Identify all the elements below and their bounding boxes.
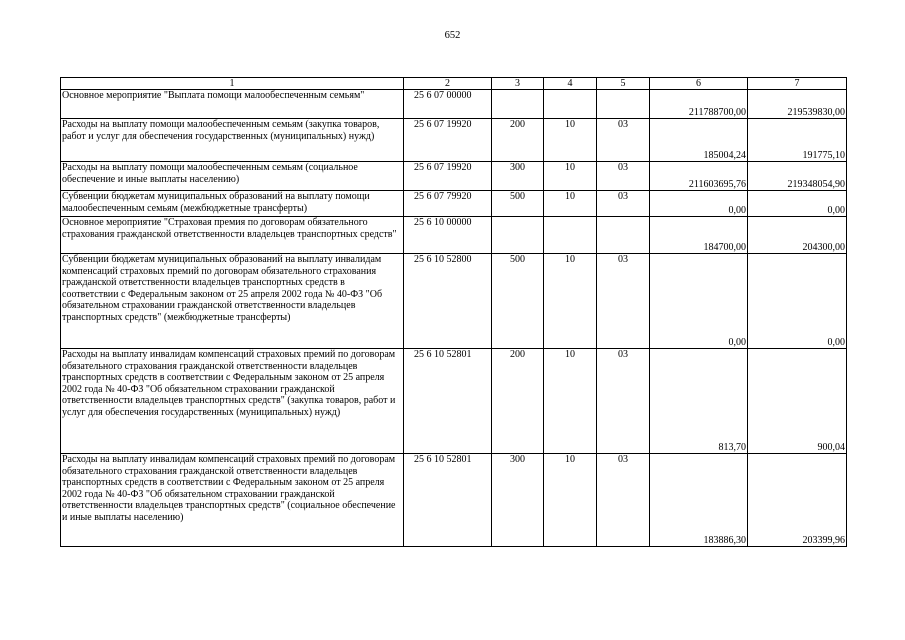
subsection-cell: 03 (597, 349, 650, 454)
section-cell: 10 (544, 454, 597, 547)
column-header: 6 (650, 78, 748, 90)
amount-year1-cell: 184700,00 (650, 217, 748, 254)
amount-year2-cell: 219539830,00 (748, 90, 847, 119)
amount-year1-cell: 211603695,76 (650, 162, 748, 191)
target-code-cell: 25 6 07 19920 (404, 162, 492, 191)
expense-type-cell: 300 (492, 162, 544, 191)
column-header: 3 (492, 78, 544, 90)
expense-name-cell: Расходы на выплату инвалидам компенсаций страховых премий по договорам обязательного страхования гражданской ответственности владельцев транспортных средств в соответствии с Федеральным законом от 25 апреля 2002 года № 40-ФЗ "Об обязательном страховании гражданской ответственности владельцев транспортных средств" (социальное обеспечение и иные выплаты населению) (61, 454, 404, 547)
amount-year2-cell: 0,00 (748, 254, 847, 349)
amount-year1-cell: 183886,30 (650, 454, 748, 547)
budget-table (60, 77, 847, 547)
target-code-cell: 25 6 10 52800 (404, 254, 492, 349)
subsection-cell: 03 (597, 191, 650, 217)
expense-type-cell (492, 217, 544, 254)
column-header: 2 (404, 78, 492, 90)
target-code-cell: 25 6 07 00000 (404, 90, 492, 119)
column-header: 5 (597, 78, 650, 90)
expense-name-cell: Субвенции бюджетам муниципальных образований на выплату инвалидам компенсаций страховых премий по договорам обязательного страхования гражданской ответственности владельцев транспортных средств в соответствии с Федеральным законом от 25 апреля 2002 года № 40-ФЗ "Об обязательном страховании гражданской ответственности владельцев транспортных средств" (межбюджетные трансферты) (61, 254, 404, 349)
table-row (61, 254, 847, 349)
amount-year2-cell: 0,00 (748, 191, 847, 217)
amount-year1-cell: 185004,24 (650, 119, 748, 162)
target-code-cell: 25 6 10 00000 (404, 217, 492, 254)
amount-year2-cell: 191775,10 (748, 119, 847, 162)
section-cell: 10 (544, 162, 597, 191)
table-row (61, 349, 847, 454)
table-row (61, 90, 847, 119)
column-header: 1 (61, 78, 404, 90)
subsection-cell (597, 90, 650, 119)
target-code-cell: 25 6 10 52801 (404, 454, 492, 547)
expense-type-cell: 300 (492, 454, 544, 547)
section-cell: 10 (544, 191, 597, 217)
section-cell: 10 (544, 119, 597, 162)
target-code-cell: 25 6 10 52801 (404, 349, 492, 454)
subsection-cell: 03 (597, 254, 650, 349)
amount-year2-cell: 219348054,90 (748, 162, 847, 191)
expense-name-cell: Расходы на выплату инвалидам компенсаций страховых премий по договорам обязательного страхования гражданской ответственности владельцев транспортных средств в соответствии с Федеральным законом от 25 апреля 2002 года № 40-ФЗ "Об обязательном страховании гражданской ответственности владельцев транспортных средств" (закупка товаров, работ и услуг для обеспечения государственных (муниципальных) нужд) (61, 349, 404, 454)
expense-type-cell: 500 (492, 191, 544, 217)
expense-name-cell: Основное мероприятие "Страховая премия по договорам обязательного страхования гражданской ответственности владельцев транспортных средств" (61, 217, 404, 254)
amount-year1-cell: 0,00 (650, 191, 748, 217)
amount-year1-cell: 0,00 (650, 254, 748, 349)
table-row (61, 119, 847, 162)
expense-type-cell: 500 (492, 254, 544, 349)
header-row (61, 78, 847, 90)
table-row (61, 454, 847, 547)
expense-name-cell: Субвенции бюджетам муниципальных образований на выплату помощи малообеспеченным семьям (межбюджетные трансферты) (61, 191, 404, 217)
column-header: 4 (544, 78, 597, 90)
table-row (61, 162, 847, 191)
expense-name-cell: Расходы на выплату помощи малообеспеченным семьям (социальное обеспечение и иные выплаты населению) (61, 162, 404, 191)
expense-name-cell: Расходы на выплату помощи малообеспеченным семьям (закупка товаров, работ и услуг для обеспечения государственных (муниципальных) нужд) (61, 119, 404, 162)
column-header: 7 (748, 78, 847, 90)
expense-type-cell: 200 (492, 349, 544, 454)
page-number: 652 (444, 30, 461, 41)
subsection-cell: 03 (597, 162, 650, 191)
section-cell: 10 (544, 349, 597, 454)
amount-year2-cell: 203399,96 (748, 454, 847, 547)
subsection-cell: 03 (597, 454, 650, 547)
subsection-cell (597, 217, 650, 254)
subsection-cell: 03 (597, 119, 650, 162)
amount-year2-cell: 204300,00 (748, 217, 847, 254)
section-cell: 10 (544, 254, 597, 349)
section-cell (544, 90, 597, 119)
target-code-cell: 25 6 07 19920 (404, 119, 492, 162)
amount-year1-cell: 211788700,00 (650, 90, 748, 119)
table-row (61, 191, 847, 217)
expense-type-cell: 200 (492, 119, 544, 162)
table-row (61, 217, 847, 254)
section-cell (544, 217, 597, 254)
expense-type-cell (492, 90, 544, 119)
amount-year2-cell: 900,04 (748, 349, 847, 454)
target-code-cell: 25 6 07 79920 (404, 191, 492, 217)
expense-name-cell: Основное мероприятие "Выплата помощи малообеспеченным семьям" (61, 90, 404, 119)
amount-year1-cell: 813,70 (650, 349, 748, 454)
